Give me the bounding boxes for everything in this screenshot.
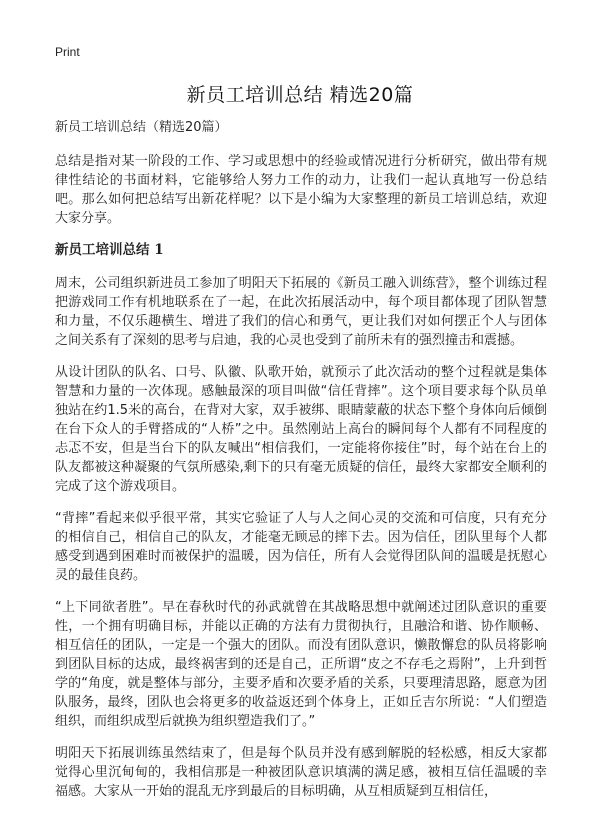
body-paragraph-2: 从设计团队的队名、口号、队徽、队歌开始，就预示了此次活动的整个过程就是集体智慧和力量的一次体现。感触最深的项目叫做“信任背摔”。这个项目要求每个队员单独站在约1.5米的高台，在背对大家，双手被绑、眼睛蒙蔽的状态下整个身体向后倾倒在台下众人的手臂搭成的“人桥”之中。虽然刚站上高台的瞬间每个人都有不同程度的忐忑不安，但是当台下的队友喊出“相信我们，一定能将你接住”时，每个站在台上的队友都被这种凝聚的气氛所感染,剩下的只有毫无质疑的信任，最终大家都安全顺利的完成了这个游戏项目。: [55, 365, 547, 494]
body-paragraph-3: “背摔”看起来似乎很平常，其实它验证了人与人之间心灵的交流和可信度，只有充分的相信自己，相信自己的队友，才能毫无顾忌的摔下去。因为信任，团队里每个人都感受到遇到困难时而被保护的温暖，因为信任，所有人会觉得团队间的温暖是抚慰心灵的最佳良药。: [55, 511, 547, 583]
body-paragraph-4: “上下同欲者胜”。早在春秋时代的孙武就曾在其战略思想中就阐述过团队意识的重要性，一个拥有明确目标，并能以正确的方法有力贯彻执行，且融洽和谐、协作顺畅、相互信任的团队，一定是一个强大的团队。而没有团队意识，懒散懈怠的队员将影响到团队目标的达成，最终祸害到的还是自己，正所谓“皮之不存毛之焉附”，上升到哲学的“角度，就是整体与部分，主要矛盾和次要矛盾的关系，只要理清思路，愿意为团队服务，最终，团队也会将更多的收益返还到个体身上，正如丘吉尔所说：“人们塑造组织，而组织成型后就换为组织塑造我们了。”: [55, 600, 547, 729]
intro-paragraph: 总结是指对某一阶段的工作、学习或思想中的经验或情况进行分析研究，做出带有规律性结论的书面材料，它能够给人努力工作的动力，让我们一起认真地写一份总结吧。那么如何把总结写出新花样呢？以下是小编为大家整理的新员工培训总结，欢迎大家分享。: [55, 154, 547, 226]
page-title: 新员工培训总结 精选20篇: [186, 84, 414, 106]
document-subtitle: 新员工培训总结（精选20篇）: [55, 120, 228, 135]
body-paragraph-5: 明阳天下拓展训练虽然结束了，但是每个队员并没有感到解脱的轻松感，相反大家都觉得心里沉甸甸的，我相信那是一种被团队意识填满的满足感，被相互信任温暖的幸福感。大家从一开始的混乱无序到最后的目标明确，从互相质疑到互相信任，: [55, 746, 547, 799]
section-heading: 新员工培训总结 1: [55, 242, 164, 258]
body-paragraph-1: 周末，公司组织新进员工参加了明阳天下拓展的《新员工融入训练营》，整个训练过程把游戏同工作有机地联系在了一起，在此次拓展活动中，每个项目都体现了团队智慧和力量，不仅乐趣横生、增进了我们的信心和勇气，更让我们对如何摆正个人与团体之间关系有了深刻的思考与启迪，我的心灵也受到了前所未有的强烈撞击和震撼。: [55, 276, 547, 348]
document-body: [55, 118, 547, 814]
print-link[interactable]: Print: [55, 45, 80, 59]
